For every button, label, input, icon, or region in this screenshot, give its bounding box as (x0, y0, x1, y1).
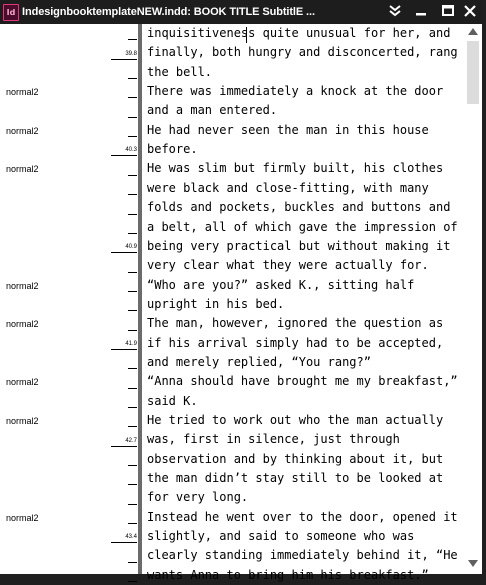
story-text-line[interactable]: and a man entered. (147, 103, 278, 118)
story-text-line[interactable]: and merely replied, “You rang?” (147, 354, 371, 369)
story-text-line[interactable]: the man didn’t stay still to be looked at (147, 471, 444, 486)
story-text-line[interactable]: were black and close-fitting, with many (147, 180, 429, 195)
story-galley[interactable] (0, 24, 464, 582)
story-text-line[interactable]: observation and by thinking about it, but (147, 451, 444, 466)
paragraph-style-column (0, 24, 108, 574)
story-text-line[interactable]: wants Anna to bring him his breakfast.” (147, 567, 429, 582)
line-tick (128, 175, 137, 176)
line-tick (128, 426, 137, 427)
line-tick (128, 291, 137, 292)
story-text-area[interactable] (142, 24, 464, 582)
depth-marker-label: 40.9 (125, 244, 137, 251)
story-text-line[interactable]: clearly standing immediately behind it, “He (147, 548, 458, 563)
story-text-line[interactable]: before. (147, 142, 198, 157)
close-icon[interactable] (454, 1, 486, 21)
story-text-line[interactable]: Instead he went over to the door, opened it (147, 509, 458, 524)
story-text-line[interactable]: finally, both hungry and disconcerted, rang (147, 45, 458, 60)
line-tick (128, 78, 137, 79)
story-text-line[interactable]: being very practical but without making it (147, 238, 451, 253)
paragraph-style-label[interactable]: normal2 (6, 280, 39, 291)
line-tick (128, 117, 137, 118)
scroll-thumb[interactable] (467, 41, 479, 104)
story-text-line[interactable]: inquisitiveness quite unusual for her, and (147, 26, 451, 40)
line-tick (128, 194, 137, 195)
story-text-line[interactable]: He tried to work out who the man actually (147, 413, 444, 427)
line-tick (128, 97, 137, 98)
story-text-line[interactable]: said K. (147, 393, 198, 408)
indesign-icon: Id (3, 4, 19, 21)
paragraph-style-label[interactable]: normal2 (6, 125, 39, 136)
story-text-line[interactable]: There was immediately a knock at the door (147, 84, 444, 99)
scroll-up-icon[interactable] (468, 28, 478, 35)
depth-marker-rule (111, 542, 137, 543)
line-tick (128, 388, 137, 389)
depth-marker-rule (111, 446, 137, 447)
line-tick (128, 465, 137, 466)
story-text-line[interactable]: “Anna should have brought me my breakfast,” (147, 374, 458, 389)
depth-marker-label: 43.4 (125, 534, 137, 541)
story-text-line[interactable]: “Who are you?” asked K., sitting half (147, 277, 415, 292)
window-title: IndesignbooktemplateNEW.indd: BOOK TITLE SubtitlE ... (22, 6, 315, 18)
depth-marker-label: 41.9 (125, 340, 137, 347)
story-text-line[interactable]: the bell. (147, 64, 213, 79)
depth-marker-rule (111, 59, 137, 60)
vertical-scrollbar[interactable] (464, 24, 482, 574)
line-tick (128, 523, 137, 524)
story-text-line[interactable]: folds and pockets, buckles and buttons and (147, 200, 451, 215)
line-tick (128, 562, 137, 563)
title-bar[interactable] (0, 0, 482, 24)
line-tick (128, 272, 137, 273)
depth-marker-rule (111, 252, 137, 253)
depth-marker-label: 42.7 (125, 437, 137, 444)
line-tick (128, 136, 137, 137)
line-tick (128, 368, 137, 369)
story-text-line[interactable]: upright in his bed. (147, 296, 285, 311)
depth-marker-label: 40.3 (125, 147, 137, 154)
line-tick (128, 484, 137, 485)
depth-ruler (108, 24, 138, 574)
line-tick (128, 310, 137, 311)
story-text-line[interactable]: very clear what they were actually for. (147, 258, 429, 273)
story-text-line[interactable]: if his arrival simply had to be accepted, (147, 335, 444, 350)
scroll-down-icon[interactable] (468, 560, 478, 567)
paragraph-style-label[interactable]: normal2 (6, 377, 39, 388)
paragraph-style-label[interactable]: normal2 (6, 512, 39, 523)
story-text-line[interactable]: a belt, all of which gave the impression of (147, 219, 458, 234)
line-tick (128, 39, 137, 40)
paragraph-style-label[interactable]: normal2 (6, 319, 39, 330)
line-tick (128, 581, 137, 582)
story-text-line[interactable]: for very long. (147, 490, 249, 505)
line-tick (128, 214, 137, 215)
paragraph-style-label[interactable]: normal2 (6, 416, 39, 426)
depth-marker-rule (111, 349, 137, 350)
paragraph-style-label[interactable]: normal2 (6, 164, 39, 175)
line-tick (128, 233, 137, 234)
depth-marker-rule (111, 155, 137, 156)
story-text-line[interactable]: He had never seen the man in this house (147, 122, 429, 137)
line-tick (128, 330, 137, 331)
story-text-line[interactable]: He was slim but firmly built, his clothes (147, 161, 444, 176)
paragraph-style-label[interactable]: normal2 (6, 87, 39, 98)
depth-marker-label: 39.8 (125, 50, 137, 57)
story-text-line[interactable]: slightly, and said to someone who was (147, 529, 415, 544)
line-tick (128, 504, 137, 505)
line-tick (128, 407, 137, 408)
story-text-line[interactable]: The man, however, ignored the question as (147, 316, 444, 331)
story-text-line[interactable]: was, first in silence, just through (147, 432, 400, 447)
